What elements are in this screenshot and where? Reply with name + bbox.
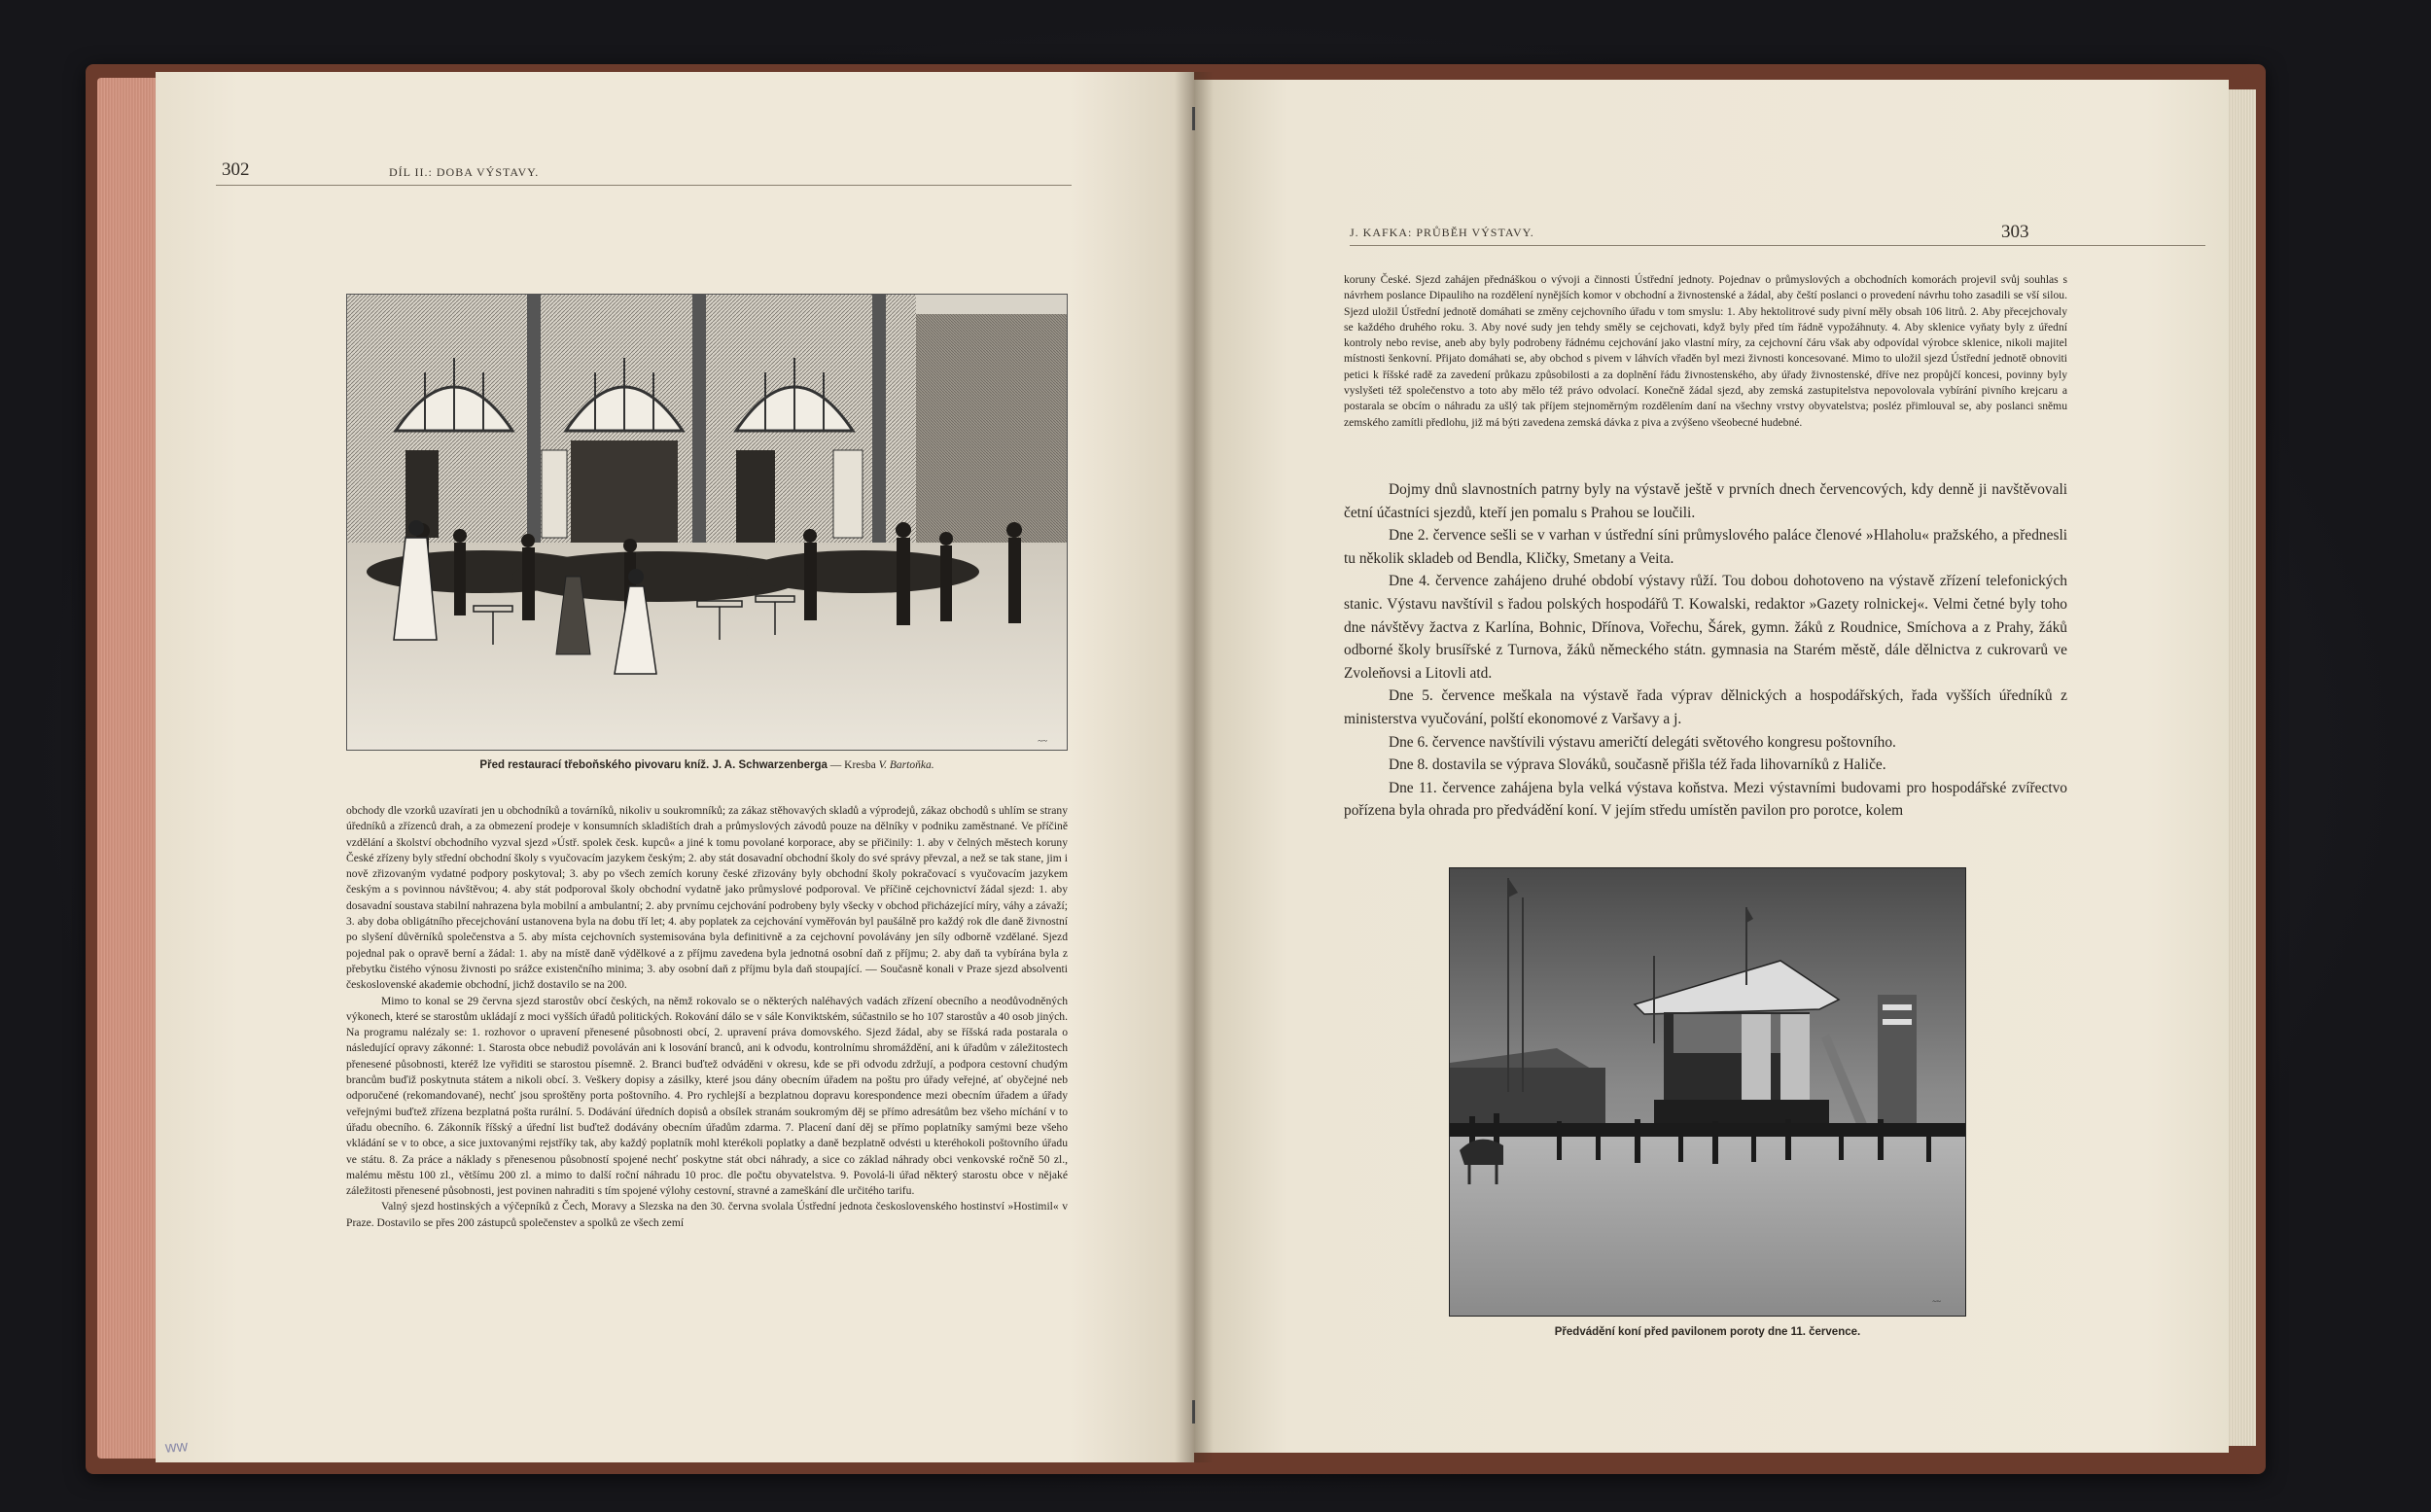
running-head: DÍL II.: DOBA VÝSTAVY. xyxy=(389,165,540,179)
pencil-annotation: ww xyxy=(164,1438,189,1457)
figure-caption-right: Předvádění koní před pavilonem poroty dne 11. července. xyxy=(1554,1326,1861,1338)
paragraph: Dne 11. července zahájena byla velká výstava koňstva. Mezi výstavními budovami pro hospodářské zvířectvo pořízena byla ohrada pro předvádění koní. V jejím středu umístěn pavilon pro porotce, kolem xyxy=(1344,779,2067,820)
binding-thread xyxy=(1192,107,1195,130)
paragraph: Mimo to konal se 29 června sjezd starostův obcí českých, na němž rokovalo se o některých naléhavých vadách zřízení obecního a neodůvodněných výkonech, které se starostům ukládají z moci vyšších úřadů politických. Rokování dálo se v sále Konviktském, súčastnilo se ho 107 starostův a 40 osob jiných. Na programu nalézaly se: 1. rozhovor o upravení přenesené působnosti obcí, 2. upravení práva domovského. Sjezd žádal, aby se říšská rada postarala o následující opravy zákonné: 1. Starosta obce nebudiž povoláván ani k losování branců, ani k odvodu, kontrolnímu shromáždění, ani k úřadům v záležitostech přenesené působnosti, kteréž lze vyřiditi se starostou písemně. 2. Branci buďtež odváděni v okresu, kde se při odvodu zdržují, a podpora cestovní chudým brancům buďiž poskytnuta státem a nikoli obcí. 3. Veškery dopisy a zásilky, které jsou dány obecním úřadem na poštu pro úřady veřejné, ať obyčejné neb odporučené (rekomandované), nechť jsou sproštěny porta poštovního. 4. Pro rychlejší a bezplatnou dopravu korespondence mezi obecním úřadem a úřady veřejnými buďtež zřízena bezplatná pošta rurální. 5. Dodávání úředních dopisů a obsílek stranám soukromým děj se přímo adresátům bez všeho míchání v to úřadu obecního. 6. Zákonník říšský a úřední list buďtež dodávány obecním úřadům zdarma. 7. Placení daní děj se přímo poplatníky samými beze všeho vkládání se v to obce, a sice juxtovanými rejstříky tak, aby každý poplatník mohl kterékoli poplatky a daně bezplatně odvésti u kteréhokoli poštovního úřadu ve státu. 8. Za práce a náklady s přenesenou působností spojené nechť poskytne stát obci náhrady, a sice co základ náhrady obci venkovské ročně 50 zl., malému městu 100 zl., většímu 200 zl. a mimo to další roční náhradu 10 proc. dle počtu obyvatelstva. 9. Povolá-li úřad některý starostu obce v nějaké záležitosti přenesené působnosti, jest povinen nahraditi s tím spojené výlohy cestovní, stravné a zameškání dle určitého tarifu. xyxy=(346,994,1068,1198)
paragraph: Dne 2. července sešli se v varhan v ústřední síni průmyslového paláce členové »Hlaholu« pražského, a přednesli tu několik skladeb od Bendla, Kličky, Smetany a Veita. xyxy=(1344,527,2067,567)
paragraph: koruny České. Sjezd zahájen přednáškou o vývoji a činnosti Ústřední jednoty. Pojednav o průmyslových a obchodních komorách projevil svůj souhlas s návrhem poslance Dipauliho na rozdělení nynějších komor v obchodní a živnostenské a žádal, aby čeští poslanci o provedení návrhu toho zasadili se vší silou. Sjezd uložil Ústřední jednotě domáhati se změny cejchovního úřadu v tom smyslu: 1. Aby hektolitrové sudy pivní měly obsah 106 litrů. 2. Aby přecejchovaly se každého druhého roku. 3. Aby nové sudy jen tehdy směly se cejchovati, když byly před tím řádně vypožáhnuty. 4. Aby sklenice vyňaty byly z úřední kontroly nebo revise, aneb aby byly podrobeny řádnému cejchování jako vlastní míry, za cejchovní čáru však aby odpovídal výrobce sklenice, nikoli majitel místnosti šenkovní. Přijato domáhati se, aby obchod s pivem v láhvích vřaděn byl mezi živnosti koncesované. Mimo to uložil sjezd Ústřední jednotě obnoviti petici k říšské radě za zavedení průkazu způsobilosti a za doplnění řádu živnostenského, aby úřady živnostenské, dříve nez propůjčí koncesi, povinny byly vyslyšeti též společenstvo a toto aby mělo též právo odvolací. Konečně žádal sjezd, aby zemská zastupitelstva nepovolovala vybírání pivního krejcaru a postarala se obcím o náhradu za ušlý tak příjem stejnoměrným rozdělením daní na všechny vrstvy obyvatelstva; posléz přimlouval se, aby poslanci sněmu zemského zamítli předlohu, již má býti zavedena zemská dávka z piva a zvýšeno všeobecné hudebné. xyxy=(1344,273,2067,429)
figure-caption-left xyxy=(346,759,1068,771)
page-edges-right xyxy=(2227,89,2256,1446)
horse-show-photograph xyxy=(1449,867,1966,1317)
paragraph: Valný sjezd hostinských a výčepníků z Čech, Moravy a Slezska na den 30. června svolala Ústřední jednota československého hostinství »Hostimil« v Praze. Dostavilo se přes 200 zástupců společenstev a spolků ze všech zemí xyxy=(346,1200,1068,1229)
head-rule xyxy=(216,185,1072,186)
svg-text:~~: ~~ xyxy=(1932,1297,1941,1306)
paragraph: obchody dle vzorků uzavírati jen u obchodníků a továrníků, nikoliv u soukromníků; za zákaz stěhovavých skladů a výprodejů, zákaz obchodů s uhlím se strany úředníků a zřízenců drah, a za obmezení prodeje v konsumních skladištích drah a průmyslových závodů pouze na dělníky v podniku zaměstnané. Ve příčině vzdělání a školství obchodního vyzval sjezd »Ústř. spolek česk. kupců« a jiné k tomu povolané korporace, aby se přičinily: 1. aby v čelných městech koruny České zřízeny byly střední obchodní školy s vyučovacím jazykem českým; 2. aby stát dosavadní obchodní školy do své správy převzal, a než se tak stane, jim i nově zřizovaným vydatné podpory poskytoval; 3. aby po všech zemích koruny české zřizovány byly obchodní školy pokračovací s vyučovacím jazykem českým a s povinnou návštěvou; 4. aby stát podporoval školy obchodní vydatně jako průmyslové podporoval. Ve příčině cejchovnictví žádal sjezd: 1. aby dosavadní soustava stabilní nahrazena byla mobilní a ambulantní; 2. aby prvnímu cejchování podrobeny byly všecky v obchod přicházející míry, váhy a závaží; 3. aby doba obligátního přecejchování ustanovena byla na dobu tří let; 4. aby poplatek za cejchování vyměřován byl paušálně pro každý rok dle daně živnostní po slyšení důvěrníků společenstva a 5. aby místa cejchovních systemisována byla definitivně a za cejchovní povolávány jen síly odborně vzdělané. Sjezd pojednal pak o opravě berní a žádal: 1. aby na místě daně výdělkové a z příjmu zavedena byla jednotná osobní daň z příjmu; 2. aby daň ta vybírána byla z přebytku čistého výnosu živnosti po srážce existenčního minima; 3. aby osobní daň z příjmu byla daň stoupající. — Současně konali v Praze sjezd absolventi československé akademie obchodní, jichž dostavilo se na 200. xyxy=(346,804,1068,992)
binding-thread xyxy=(1192,1400,1195,1424)
right-small-text xyxy=(1344,272,2067,475)
paragraph: Dne 8. dostavila se výprava Slováků, současně přišla též řada lihovarníků z Haliče. xyxy=(1389,756,1886,774)
running-head: J. KAFKA: PRŮBĚH VÝSTAVY. xyxy=(1350,226,1534,239)
page-edges-left xyxy=(97,78,158,1459)
svg-text:~~: ~~ xyxy=(1038,736,1047,746)
paragraph: Dojmy dnů slavnostních patrny byly na výstavě ještě v prvních dnech červencových, kdy denně ji navštěvovali četní účastníci sjezdů, kteří jen pomalu s Prahou se loučili. xyxy=(1344,481,2067,521)
book-gutter xyxy=(1175,72,1214,1462)
caption-title: Před restaurací třeboňského pivovaru kníž. J. A. Schwarzenberga xyxy=(479,759,828,771)
right-body-text xyxy=(1344,478,2067,898)
left-body-text xyxy=(346,803,1068,1348)
head-rule xyxy=(1350,245,2205,246)
paragraph: Dne 6. července navštívili výstavu američtí delegáti světového kongresu poštovního. xyxy=(1389,733,1896,751)
restaurant-engraving xyxy=(346,294,1068,751)
caption-credit-artist: V. Bartoňka. xyxy=(878,759,934,771)
left-page xyxy=(156,72,1194,1462)
caption-credit-prefix: — Kresba xyxy=(827,759,879,771)
page-number: 302 xyxy=(222,159,250,180)
paragraph: Dne 5. července meškala na výstavě řada výprav dělnických a hospodářských, řada vyšších úředníků z ministerstva vyučování, polští ekonomové z Varšavy a j. xyxy=(1344,687,2067,727)
page-number: 303 xyxy=(2001,222,2029,242)
right-page xyxy=(1194,80,2229,1453)
paragraph: Dne 4. července zahájeno druhé období výstavy růží. Tou dobou dohotoveno na výstavě zřízení telefonických stanic. Výstavu navštívil s řadou polských hospodářů T. Kowalski, redaktor »Gazety rolnickej«. Velmi četné byly toho dne návštěvy žactva z Karlína, Bohnic, Dřínova, Vořechu, Šárek, gymn. žáků z Roudnice, Smíchova a z Prahy, žáků odborné školy brusířské z Turnova, žáků německého státn. gymnasia na Starém městě, dále dělnictva z cukrovarů ve Zvoleňovsi a Litovli atd. xyxy=(1344,573,2067,682)
